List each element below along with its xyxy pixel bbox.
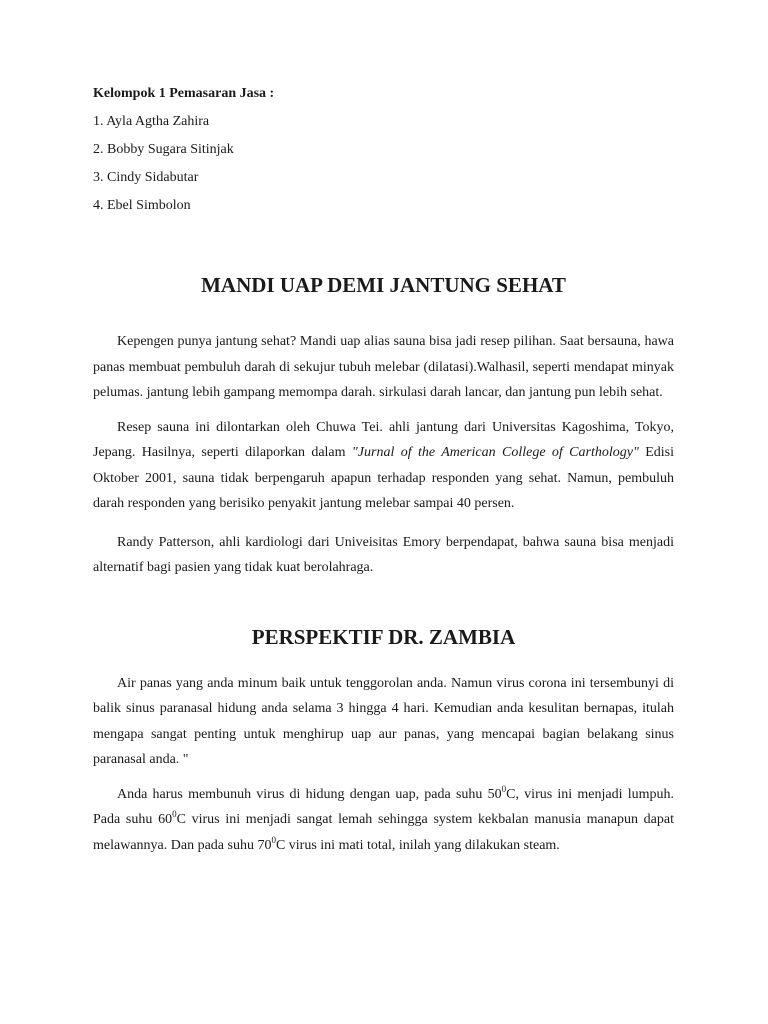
paragraph-sauna-research — [93, 415, 674, 517]
member-item: 1. Ayla Agtha Zahira — [93, 114, 210, 129]
journal-title: "Jurnal of the American College of Carthology" — [351, 445, 639, 460]
paragraph-zambia-steam — [93, 782, 674, 859]
member-item: 2. Bobby Sugara Sitinjak — [93, 142, 234, 157]
text-span: Anda harus membunuh virus di hidung dengan uap, pada suhu 50 — [117, 786, 502, 802]
member-item: 3. Cindy Sidabutar — [93, 170, 199, 185]
section-title-zambia: PERSPEKTIF DR. ZAMBIA — [251, 624, 516, 649]
paragraph-sauna-opinion: Randy Patterson, ahli kardiologi dari Univeisitas Emory berpendapat, bahwa sauna bisa menjadi alternatif bagi pasien yang tidak kuat berolahraga. — [93, 534, 674, 575]
text-span: Edisi Oktober 2001, sauna tidak berpengaruh apapun terhadap responden yang sehat. Namun, pembuluh darah responden yang berisiko penyakit jantung melebar sampai 40 persen. — [93, 445, 674, 511]
member-list — [93, 112, 674, 216]
degree-mark: 0 — [271, 834, 276, 845]
member-item: 4. Ebel Simbolon — [93, 198, 191, 213]
section-title-sauna: MANDI UAP DEMI JANTUNG SEHAT — [201, 273, 566, 297]
group-title: Kelompok 1 Pemasaran Jasa : — [93, 86, 275, 101]
text-span: Resep sauna ini dilontarkan oleh Chuwa Tei. ahli jantung dari Universitas Kagoshima, Tokyo, Jepang. Hasilnya, seperti dilaporkan dalam — [93, 419, 674, 460]
text-span: C virus ini menjadi sangat lemah sehingga system kekbalan manusia manapun dapat melawannya. Dan pada suhu 70 — [93, 812, 674, 853]
text-span: C, virus ini menjadi lumpuh. Pada suhu 60 — [93, 786, 674, 827]
text-span: C virus ini mati total, inilah yang dilakukan steam. — [275, 837, 560, 853]
paragraph-zambia-intro: Air panas yang anda minum baik untuk tenggorolan anda. Namun virus corona ini tersembunyi di balik sinus paranasal hidung anda selama 3 hingga 4 hari. Kemudian anda kesulitan bernapas, itulah mengapa sangat penting untuk menghirup uap aur panas, yang mencapai bagian belakang sinus paranasal anda. " — [93, 675, 674, 767]
degree-mark: 0 — [172, 809, 177, 819]
degree-mark: 0 — [501, 783, 507, 794]
paragraph-sauna-intro: Kepengen punya jantung sehat? Mandi uap alias sauna bisa jadi resep pilihan. Saat bersauna, hawa panas membuat pembuluh darah di sekujur tubuh melebar (dilatasi).Walhasil, seperti mendapat minyak pelumas. jantung lebih gampang memompa darah. sirkulasi darah lancar, dan jantung pun lebih sehat. — [93, 334, 674, 400]
